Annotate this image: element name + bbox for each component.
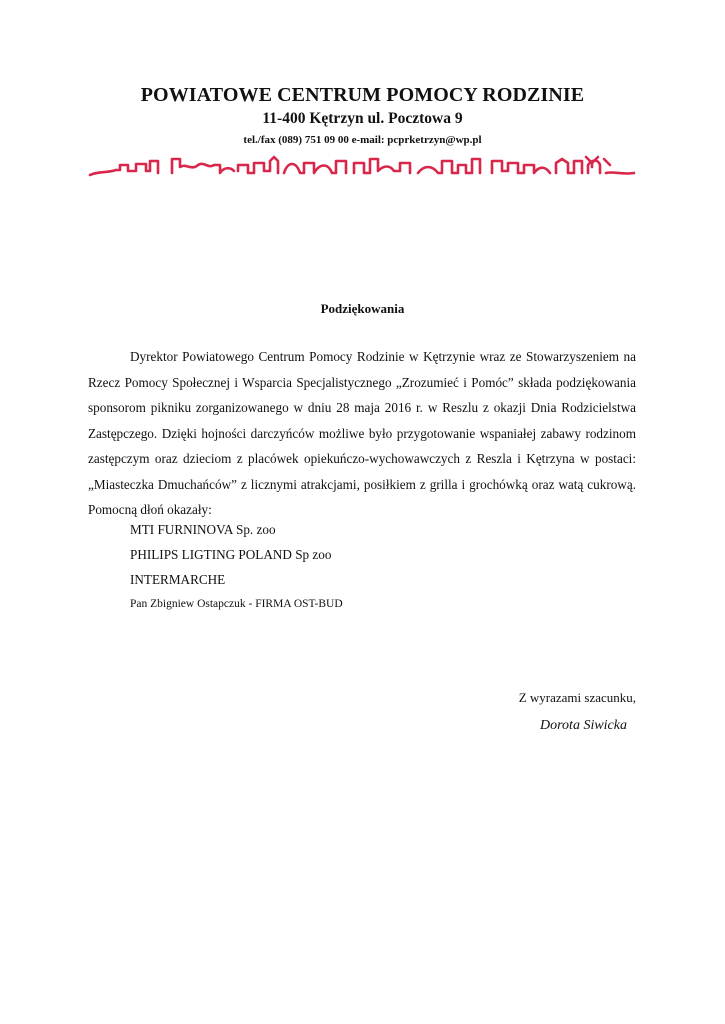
sponsor-item: MTI FURNINOVA Sp. zoo (130, 522, 276, 537)
sponsor-item: INTERMARCHE (130, 572, 226, 587)
organization-contact: tel./fax (089) 751 09 00 e-mail: pcprketrzyn@wp.pl (243, 134, 482, 146)
signature: Dorota Siwicka (540, 718, 627, 733)
sponsor-item: PHILIPS LIGTING POLAND Sp zoo (130, 547, 332, 562)
organization-address: 11-400 Kętrzyn ul. Pocztowa 9 (262, 110, 463, 127)
town-skyline-decoration (88, 153, 636, 183)
sponsor-item: Pan Zbigniew Ostapczuk - FIRMA OST-BUD (130, 598, 343, 610)
closing-phrase: Z wyrazami szacunku, (518, 690, 636, 705)
document-title: Podziękowania (320, 301, 405, 316)
body-paragraph: Dyrektor Powiatowego Centrum Pomocy Rodzinie w Kętrzynie wraz ze Stowarzyszeniem na Rzecz Pomocy Społecznej i Wsparcia Specjalistycznego „Zrozumieć i Pomóc” składa podziękowania sponsorom pikniku zorganizowanego w dniu 28 maja 2016 r. w Reszlu z okazji Dnia Rodzicielstwa Zastępczego. Dzięki hojności darczyńców możliwe było przygotowanie wspaniałej zabawy rodzinom zastępczym oraz dzieciom z placówek opiekuńczo-wychowawczych z Reszla i Kętrzyna w postaci: „Miasteczka Dmuchańców” z licznymi atrakcjami, posiłkiem z grilla i grochówką oraz watą cukrową. Pomocną dłoń okazały: (88, 349, 636, 517)
sponsor-list (130, 517, 610, 617)
organization-name: POWIATOWE CENTRUM POMOCY RODZINIE (140, 84, 585, 106)
